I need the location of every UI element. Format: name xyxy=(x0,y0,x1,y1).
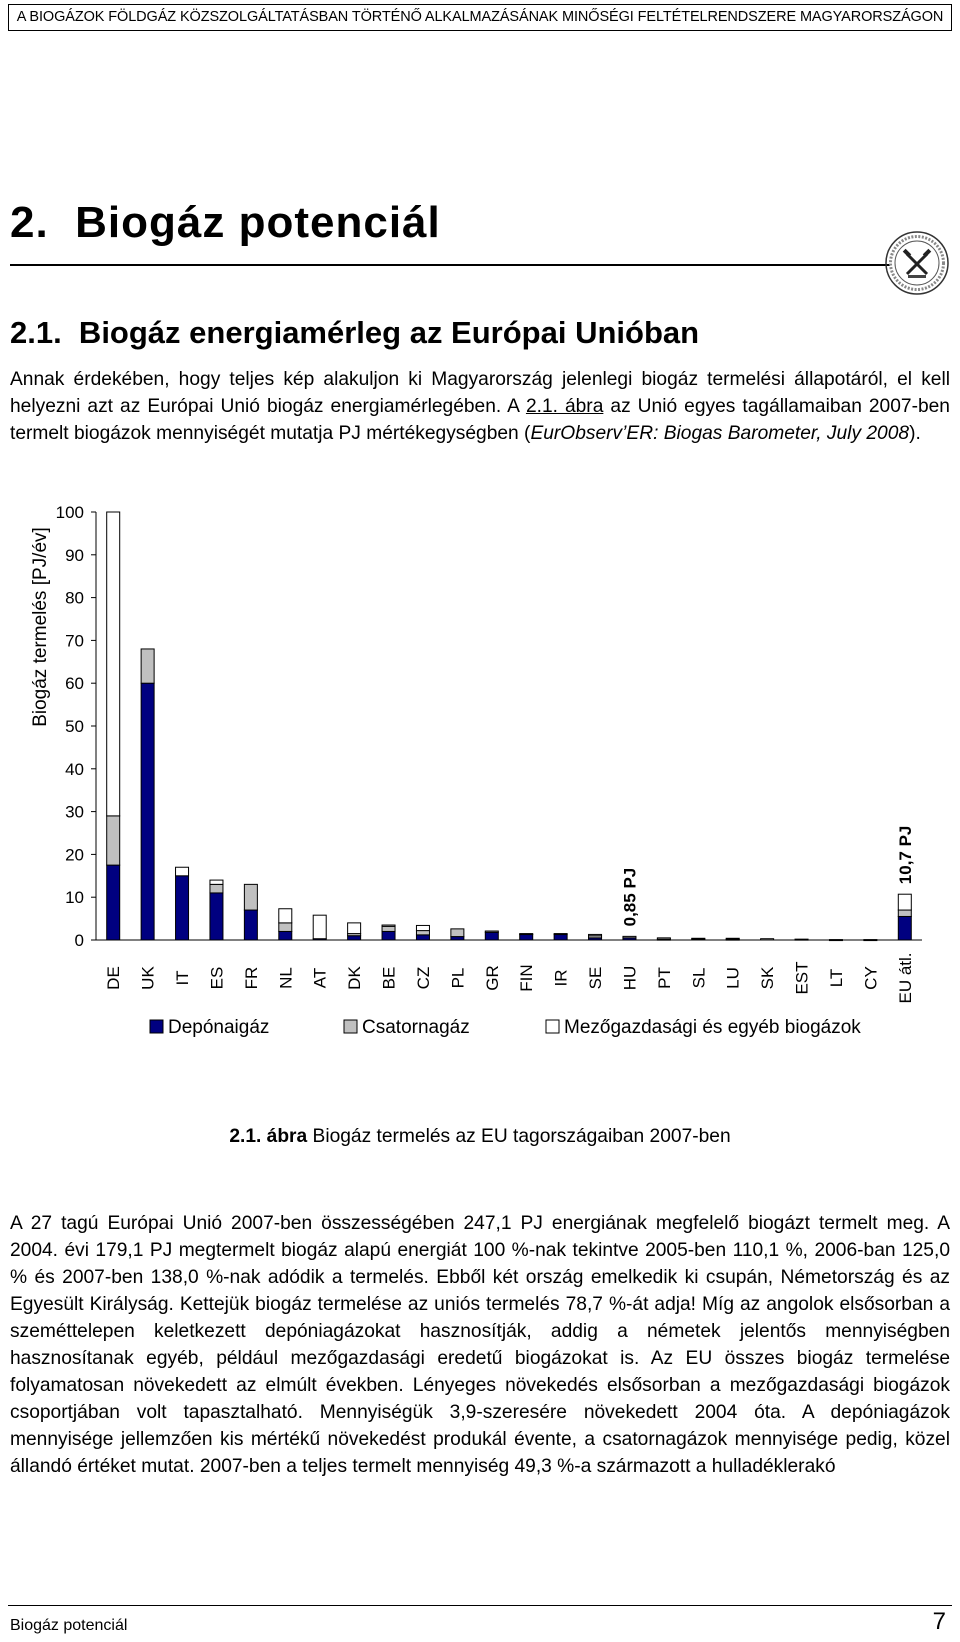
x-tick-label: UK xyxy=(138,966,158,990)
legend-label: Mezőgazdasági és egyéb biogázok xyxy=(564,1017,861,1038)
running-header: A BIOGÁZOK FÖLDGÁZ KÖZSZOLGÁLTATÁSBAN TÖRTÉNŐ ALKALMAZÁSÁNAK MINŐSÉGI FELTÉTELRENDSZERE MAGYARORSZÁGON xyxy=(8,4,952,31)
bar-segment xyxy=(898,894,911,910)
legend-swatch xyxy=(344,1020,357,1033)
data-annotation: 10,7 PJ xyxy=(895,825,915,885)
legend-label: Csatornagáz xyxy=(362,1017,470,1038)
section-heading: 2. Biogáz potenciál xyxy=(10,198,441,247)
bar-segment xyxy=(520,934,533,935)
legend-label: Depónaigáz xyxy=(168,1017,270,1038)
x-tick-label: EST xyxy=(792,961,812,995)
bar-segment xyxy=(313,915,326,939)
bar-segment xyxy=(623,936,636,937)
bar-segment xyxy=(520,934,533,940)
bar-segment xyxy=(864,940,877,941)
x-tick-label: PT xyxy=(654,967,674,989)
annotations xyxy=(620,826,914,927)
x-tick-label: CY xyxy=(861,966,881,990)
heading-rule xyxy=(10,264,890,266)
bar-segment xyxy=(416,925,429,930)
x-tick-label: DE xyxy=(104,966,124,990)
bar-segment xyxy=(141,649,154,683)
bar-segment xyxy=(107,512,120,816)
bar-segment xyxy=(795,939,808,940)
x-tick-label: HU xyxy=(620,965,640,991)
x-tick-label: BE xyxy=(379,966,399,990)
footer-rule xyxy=(8,1605,952,1606)
bar-segment xyxy=(210,893,223,940)
bar-segment xyxy=(485,932,498,940)
source-citation: EurObserv’ER: Biogas Barometer, July 2008 xyxy=(530,423,910,444)
x-tick-label: CZ xyxy=(413,966,433,990)
bar-segment xyxy=(485,931,498,932)
bar-segment xyxy=(348,936,361,940)
y-tick-label: 60 xyxy=(65,674,84,694)
bar-segment xyxy=(589,934,602,935)
bar-segment xyxy=(244,884,257,910)
bar-segment xyxy=(176,876,189,940)
y-tick-label: 90 xyxy=(65,545,84,565)
bar-segment xyxy=(761,939,774,940)
y-tick-label: 0 xyxy=(74,931,84,950)
y-tick-label: 40 xyxy=(65,759,84,779)
bar-segment xyxy=(382,931,395,940)
x-tick-label: DK xyxy=(345,966,365,990)
x-tick-label: LT xyxy=(826,968,846,988)
bar-segment xyxy=(382,925,395,926)
x-tick-label: FIN xyxy=(517,964,537,992)
bar-segment xyxy=(382,926,395,931)
y-tick-label: 10 xyxy=(65,888,84,908)
bar-segment xyxy=(279,923,292,932)
x-tick-label: PL xyxy=(448,967,468,989)
bar-segment xyxy=(829,940,842,941)
figure-caption: 2.1. ábra Biogáz termelés az EU tagországaiban 2007-ben xyxy=(229,1126,731,1147)
y-tick-label: 50 xyxy=(65,717,84,736)
x-tick-label: FR xyxy=(241,966,261,990)
bar-segment xyxy=(898,916,911,940)
bar-segment xyxy=(141,683,154,940)
bar-segment xyxy=(657,938,670,939)
bar-segment xyxy=(176,867,189,876)
bar-segment xyxy=(451,937,464,940)
x-tick-label: SL xyxy=(689,967,709,989)
x-tick-label: SK xyxy=(758,966,778,990)
bar-segment xyxy=(348,923,361,934)
x-tick-label: NL xyxy=(276,967,296,989)
legend-swatch xyxy=(150,1020,163,1033)
intro-paragraph: Annak érdekében, hogy teljes kép alakuljon ki Magyarország jelenlegi biogáz termelési állapotáról, el kell helyezni azt az Európai Unió biogáz energiamérlegében. A 2.1. ábra az Unió egyes tagállamaiban 2007-ben termelt biogázok mennyiségét mutatja PJ mértékegységben (EurObserv’ER: Biogas Barometer, July 2008). xyxy=(10,369,950,444)
page-number: 7 xyxy=(932,1608,946,1635)
bar-segment xyxy=(279,931,292,940)
body-paragraph: A 27 tagú Európai Unió 2007-ben összességében 247,1 PJ energiának megfelelő biogázt termelt meg. A 2004. évi 179,1 PJ megtermelt biogáz alapú energiát 100 %-nak tekintve 2005-ben 110,1 %, 2006-ban 125,0 % és 2007-ben 138,0 %-nak adódik a termelés. Ebből két ország emelkedik ki csupán, Németország és az Egyesült Királyság. Kettejük biogáz termelése az uniós termelés 78,7 %-át adja! Míg az angolok elsősorban a szeméttelepen keletkezett depóniagázokat hasznosítják, addig a németek jelentős mennyiségben hasznosítanak egyéb, például mezőgazdasági eredetű biogázokat is. Az EU összes biogáz termelése folyamatosan növekedett az elmúlt években. Lényeges növekedés elsősorban a mezőgazdasági biogázok csoportjában volt tapasztalható. Mennyiségük 3,9-szeresére növekedett 2004 óta. A depóniagázok mennyisége jellemzően kis mértékű növekedést produkál évente, a csatornagázok mennyisége pedig, közel állandó értéket mutat. 2007-ben a teljes termelt mennyiség 49,3 %-a származott a hulladéklerakó xyxy=(10,1213,950,1477)
x-tick-label: SE xyxy=(586,966,606,990)
y-axis-label: Biogáz termelés [PJ/év] xyxy=(30,527,51,727)
x-axis-labels xyxy=(104,952,915,1003)
bar-segment xyxy=(451,929,464,937)
bars xyxy=(107,512,912,941)
y-tick-label: 80 xyxy=(65,588,84,608)
y-tick-label: 20 xyxy=(65,845,84,865)
subsection-heading: 2.1. Biogáz energiamérleg az Európai Unióban xyxy=(10,315,700,350)
y-tick-label: 70 xyxy=(65,631,84,651)
bar-segment xyxy=(416,931,429,935)
y-tick-label: 30 xyxy=(65,802,84,822)
x-tick-label: EU átl. xyxy=(895,952,915,1004)
data-annotation: 0,85 PJ xyxy=(620,867,640,927)
legend xyxy=(150,1017,861,1038)
bar-segment xyxy=(416,935,429,940)
biogas-production-chart xyxy=(0,500,960,1100)
institution-seal-icon xyxy=(884,230,950,296)
bar-segment xyxy=(554,934,567,940)
bar-segment xyxy=(554,934,567,935)
footer-chapter: Biogáz potenciál xyxy=(10,1617,128,1634)
x-tick-label: IT xyxy=(173,970,193,986)
x-tick-label: IR xyxy=(551,969,571,987)
y-tick-label: 100 xyxy=(55,503,84,522)
bar-segment xyxy=(210,880,223,884)
bar-segment xyxy=(107,865,120,940)
x-tick-label: AT xyxy=(310,967,330,989)
bar-segment xyxy=(107,816,120,865)
bar-segment xyxy=(279,909,292,923)
figure-reference-link[interactable]: 2.1. ábra xyxy=(525,396,604,417)
bar-segment xyxy=(692,938,705,939)
legend-swatch xyxy=(546,1020,559,1033)
x-tick-label: GR xyxy=(482,965,502,991)
bar-segment xyxy=(726,938,739,939)
x-tick-label: LU xyxy=(723,967,743,989)
x-tick-label: ES xyxy=(207,966,227,990)
bar-segment xyxy=(210,884,223,893)
bar-segment xyxy=(244,910,257,940)
bar-segment xyxy=(898,910,911,916)
